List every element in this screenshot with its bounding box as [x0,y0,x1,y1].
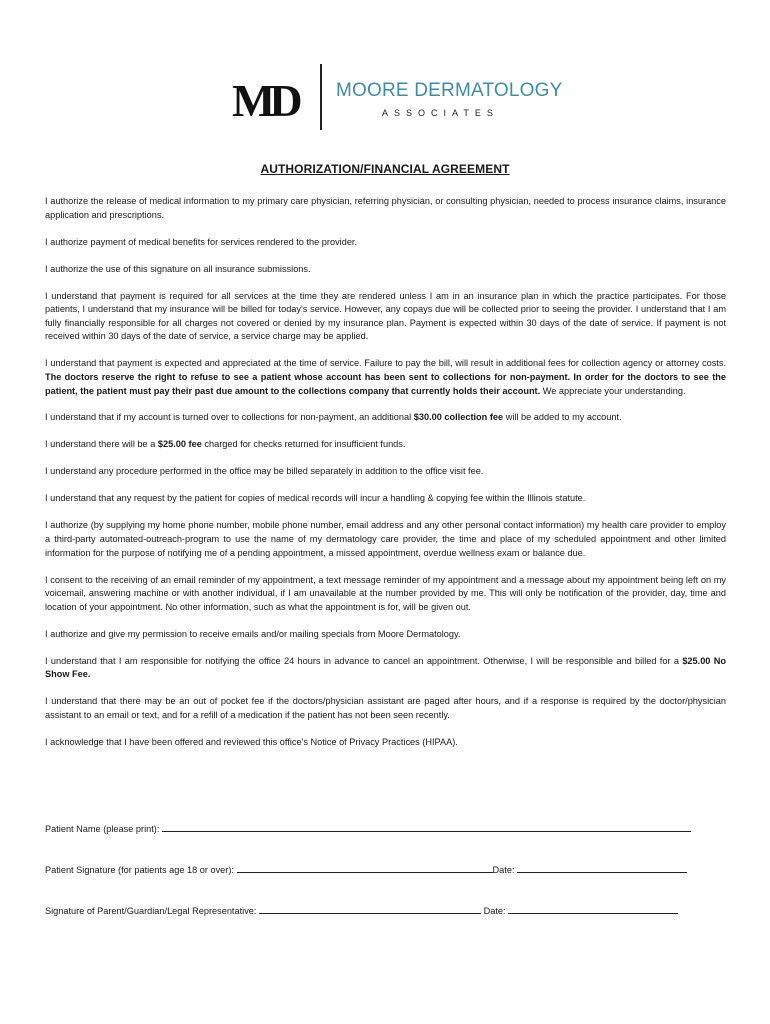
guardian-signature-row [45,903,678,916]
page-title: AUTHORIZATION/FINANCIAL AGREEMENT [260,162,510,176]
payment-expected-text: I understand that payment is expected and appreciated at the time of service. Failure to pay the bill, will result in additional fees for collection agency or attorney costs. [45,358,726,369]
paragraph-no-show [45,655,726,682]
check-fee-text-start: I understand there will be a [45,439,156,450]
paragraph-check-fee [45,438,726,452]
patient-signature-row [45,862,687,875]
paragraph-payment-expected [45,357,726,398]
guardian-date-field[interactable] [508,903,678,914]
no-show-fee: $25.00 No Show Fee. [45,655,726,680]
patient-name-label: Patient Name (please print): [45,824,160,834]
agreement-body [45,195,726,763]
paragraph-records-fee: I understand that any request by the patient for copies of medical records will incur a handling & copying fee within the Illinois statute. [45,493,586,504]
paragraph-outreach: I authorize (by supplying my home phone number, mobile phone number, email address and any other personal contact information) my health care provider to employ a third-party automated-outreach-program to use the name of my dermatology care provider, the time and place of my scheduled appointment and other limited information for the purpose of notifying me of a pending appointment, a missed appointment, overdue wellness exam or balance due. [45,520,726,558]
patient-signature-label: Patient Signature (for patients age 18 or over): [45,865,234,875]
appreciation-text: We appreciate your understanding. [542,385,686,396]
collection-fee-text-end: will be added to my account. [505,412,622,423]
check-fee-text-end: charged for checks returned for insufficient funds. [204,439,406,450]
paragraph-release: I authorize the release of medical information to my primary care physician, referring physician, or consulting physician, needed to process insurance claims, insurance application and prescriptions. [45,196,726,220]
patient-name-row [45,821,691,834]
paragraph-after-hours: I understand that there may be an out of pocket fee if the doctors/physician assistant are paged after hours, and if a response is required by the doctor/physician assistant to an email or text, and for a refill of a medication if the patient has not been seen recently. [45,696,726,720]
patient-date-field[interactable] [517,862,687,873]
paragraph-reminders: I consent to the receiving of an email reminder of my appointment, a text message reminder of my appointment and a message about my appointment being left on my voicemail, answering machine or with another individual, if I am unavailable at the number provided by me. This will only be notification of the provider, day, time and location of your appointment. No other information, such as what the appointment is for, will be given out. [45,574,726,612]
collections-warning: The doctors reserve the right to refuse to see a patient whose account has been sent to collections for non-payment. In order for the doctors to see the patient, the patient must pay their past due amount to the collections company that currently holds their account. [45,371,726,396]
patient-date-label: Date: [492,865,515,875]
no-show-text: I understand that I am responsible for notifying the office 24 hours in advance to cancel an appointment. Otherwise, I will be responsible and billed for a [45,655,679,666]
paragraph-procedure-billing: I understand any procedure performed in the office may be billed separately in addition to the office visit fee. [45,466,484,477]
paragraph-hipaa: I acknowledge that I have been offered and reviewed this office's Notice of Privacy Practices (HIPAA). [45,736,458,747]
guardian-signature-label: Signature of Parent/Guardian/Legal Representative: [45,906,257,916]
logo-subtitle: ASSOCIATES [382,108,499,118]
collection-fee-amount: $30.00 collection fee [413,412,504,423]
patient-signature-field[interactable] [237,862,493,873]
paragraph-collection-fee [45,411,726,425]
paragraph-emails: I authorize and give my permission to receive emails and/or mailing specials from Moore Dermatology. [45,628,461,639]
paragraph-signature-use: I authorize the use of this signature on all insurance submissions. [45,263,311,274]
logo-name: MOORE DERMATOLOGY [336,80,563,101]
paragraph-payment-benefits: I authorize payment of medical benefits for services rendered to the provider. [45,236,358,247]
logo-mark-text: MD [232,78,297,120]
logo-divider [320,64,322,130]
check-fee-amount: $25.00 fee [157,439,202,450]
paragraph-payment-required: I understand that payment is required for all services at the time they are rendered unless I am in an insurance plan in which the practice participates. For those patients, I understand that my insurance will be billed for today's service. However, any copays due will be collected prior to seeing the provider. I understand that I am fully financially responsible for all charges not covered or denied by my insurance plan. Payment is expected within 30 days of the date of service. If payment is not received within 30 days of the date of service, a service charge may be applied. [45,290,726,342]
patient-name-field[interactable] [162,821,691,832]
collection-fee-text-start: I understand that if my account is turned over to collections for non-payment, an additional [45,412,412,423]
logo [232,64,562,130]
md-logo-mark [232,78,312,120]
guardian-signature-field[interactable] [259,903,481,914]
guardian-date-label: Date: [483,906,506,916]
